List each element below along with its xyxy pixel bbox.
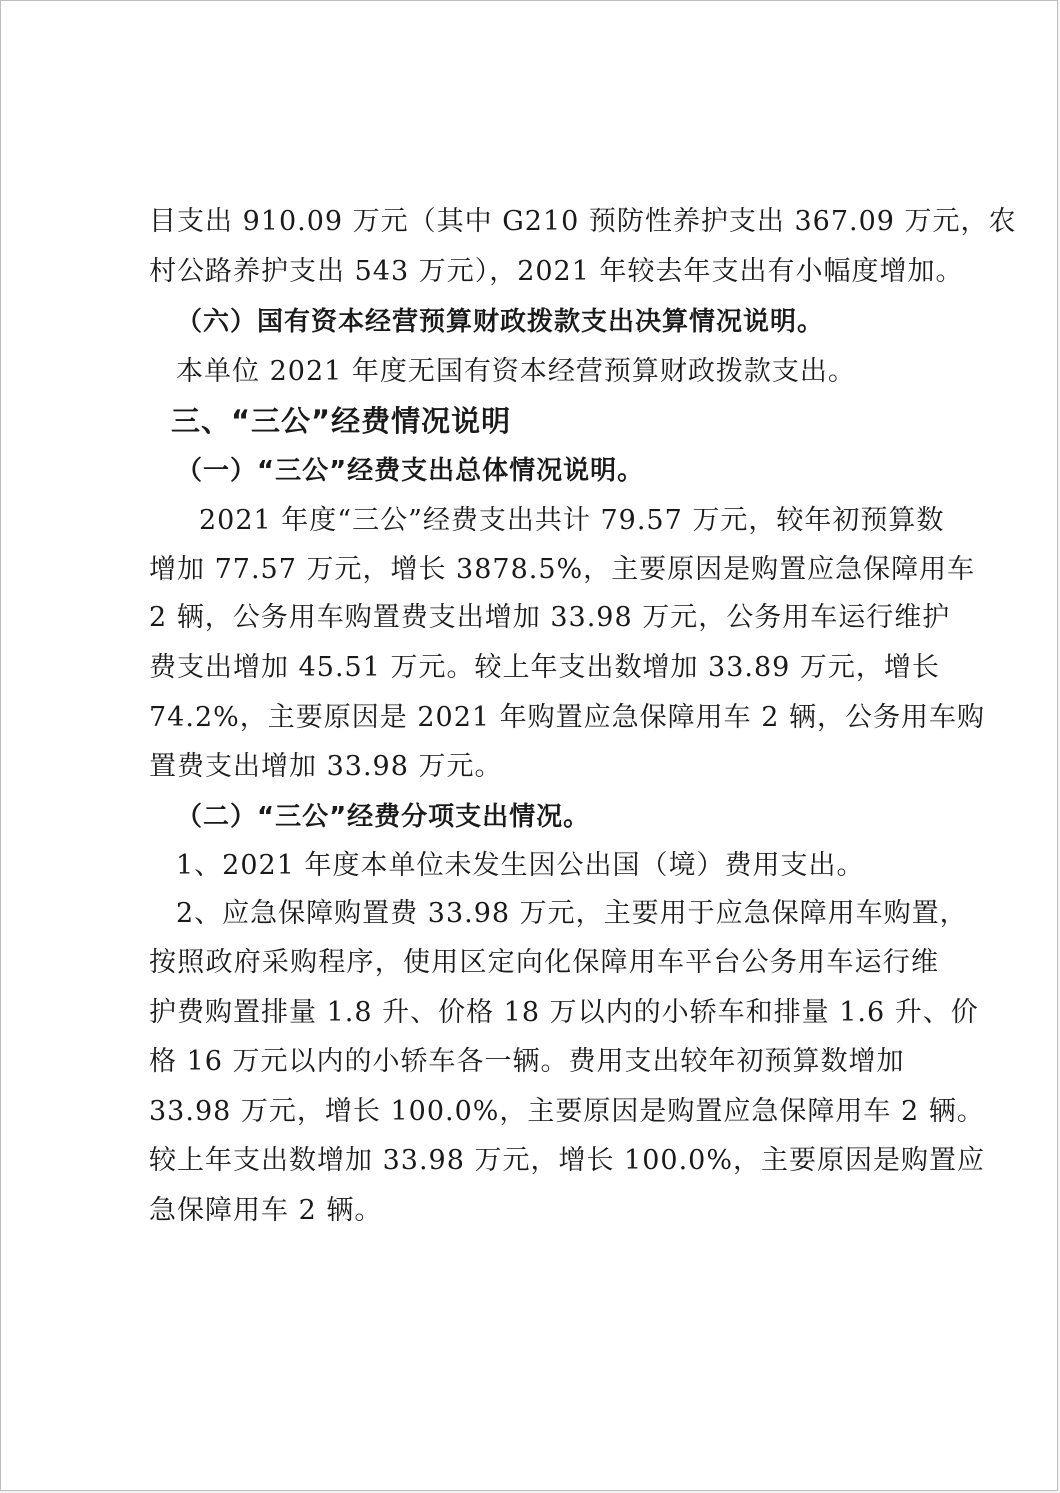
section-heading-one: （一）“三公”经费支出总体情况说明。	[176, 456, 645, 486]
paragraph-line: 按照政府采购程序，使用区定向化保障用车平台公务用车运行维	[149, 947, 939, 978]
paragraph-line: 本单位 2021 年度无国有资本经营预算财政拨款支出。	[176, 356, 856, 387]
paragraph-line: 置费支出增加 33.98 万元。	[149, 751, 503, 782]
paragraph-line: 较上年支出数增加 33.98 万元，增长 100.0%，主要原因是购置应	[149, 1145, 985, 1176]
section-heading-six: （六）国有资本经营预算财政拨款支出决算情况说明。	[176, 307, 825, 337]
paragraph-line: 护费购置排量 1.8 升、价格 18 万以内的小轿车和排量 1.6 升、价	[149, 997, 979, 1028]
paragraph-line: 急保障用车 2 辆。	[149, 1195, 383, 1226]
paragraph-line: 格 16 万元以内的小轿车各一辆。费用支出较年初预算数增加	[149, 1046, 905, 1077]
paragraph-line: 费支出增加 45.51 万元。较上年支出数增加 33.89 万元，增长	[149, 652, 940, 683]
section-heading-two: （二）“三公”经费分项支出情况。	[176, 802, 591, 832]
paragraph-line: 2021 年度“三公”经费支出共计 79.57 万元，较年初预算数	[199, 505, 945, 536]
paragraph-line: 2 辆，公务用车购置费支出增加 33.98 万元，公务用车运行维护	[149, 602, 951, 633]
paragraph-line: 2、应急保障购置费 33.98 万元，主要用于应急保障用车购置，	[176, 898, 968, 929]
paragraph-line: 74.2%，主要原因是 2021 年购置应急保障用车 2 辆，公务用车购	[149, 702, 985, 733]
paragraph-line: 目支出 910.09 万元（其中 G210 预防性养护支出 367.09 万元，农	[149, 206, 1017, 237]
paragraph-line: 1、2021 年度本单位未发生因公出国（境）费用支出。	[176, 850, 865, 881]
chapter-heading-three: 三、“三公”经费情况说明	[171, 404, 512, 438]
paragraph-line: 村公路养护支出 543 万元），2021 年较去年支出有小幅度增加。	[149, 256, 964, 287]
paragraph-line: 增加 77.57 万元，增长 3878.5%，主要原因是购置应急保障用车	[149, 554, 976, 585]
paragraph-line: 33.98 万元，增长 100.0%，主要原因是购置应急保障用车 2 辆。	[149, 1096, 985, 1127]
